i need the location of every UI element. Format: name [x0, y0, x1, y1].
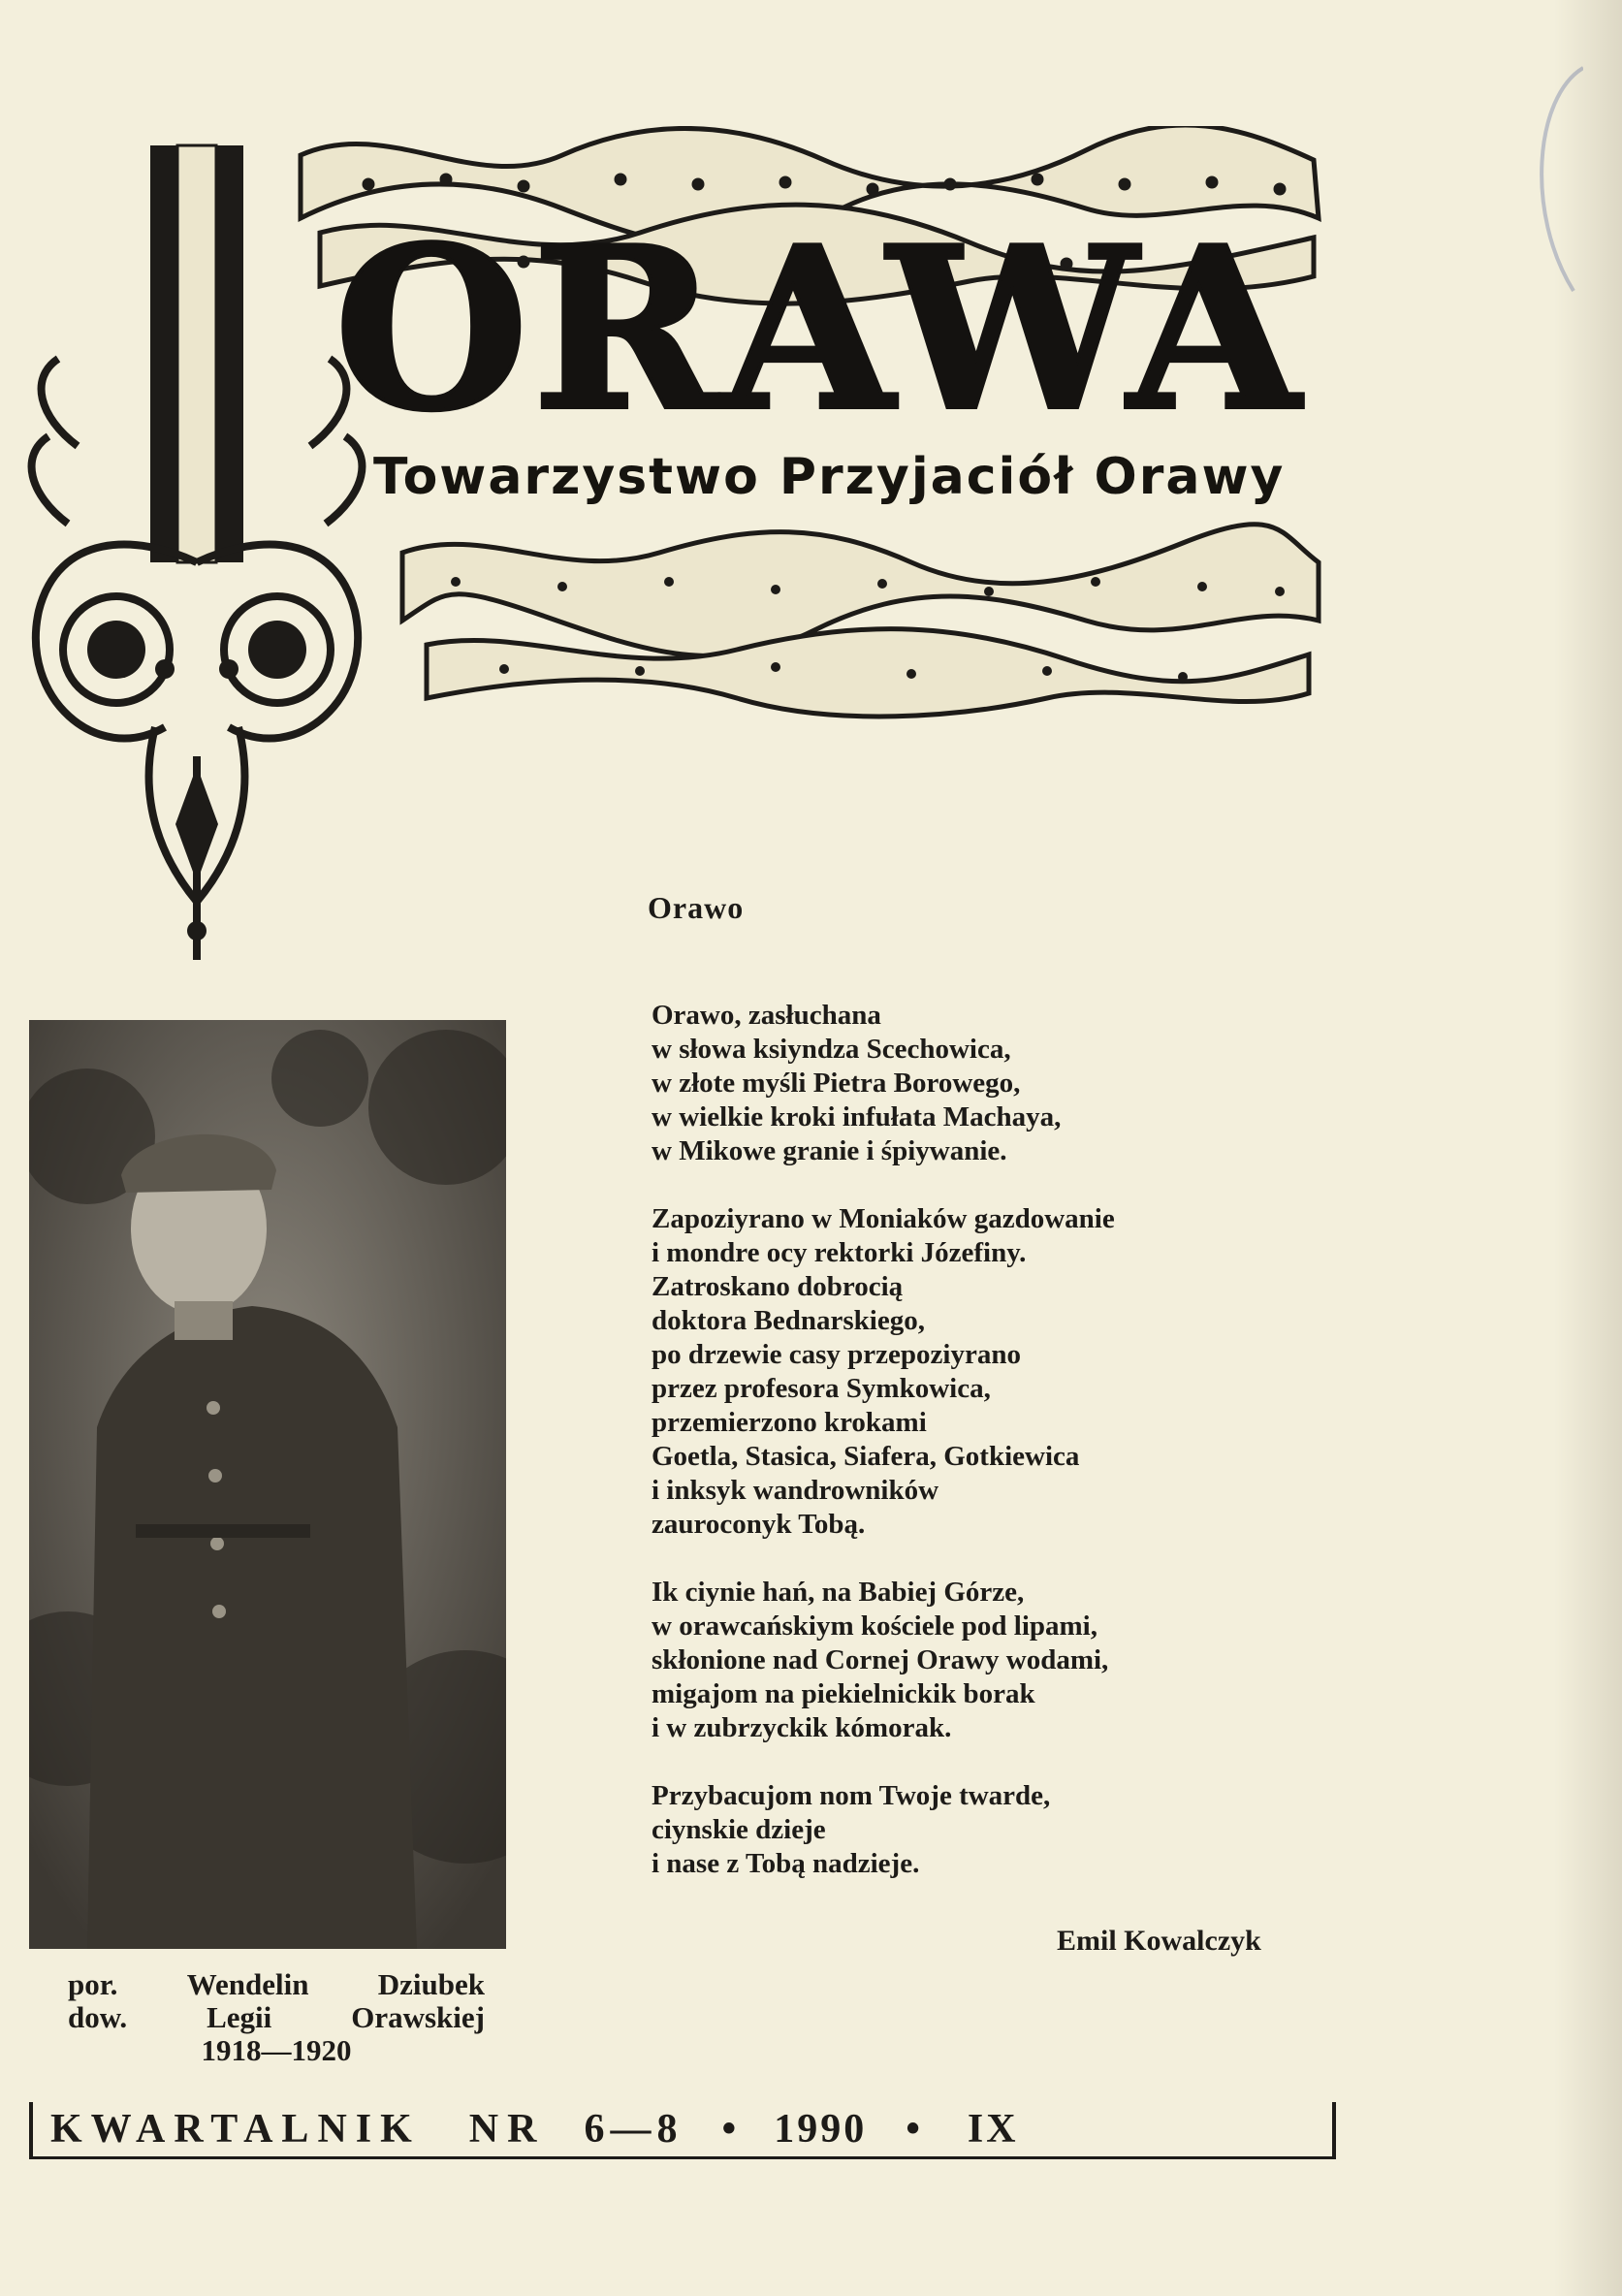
poem-line: Zapoziyrano w Moniaków gazdowanie [652, 1203, 1115, 1234]
poem-line: zauroconyk Tobą. [652, 1509, 866, 1540]
footer-nr: NR [468, 2107, 546, 2152]
poem-line: Zatroskano dobrocią [652, 1271, 904, 1302]
caption-surname: Dziubek [377, 1967, 485, 2001]
poem-line: ciynskie dzieje [652, 1814, 826, 1845]
footer-kwartalnik: KWARTALNIK [50, 2107, 421, 2152]
poem-line: w słowa ksiyndza Scechowica, [652, 1034, 1011, 1065]
bottom-ribbon [402, 525, 1319, 717]
vertical-bars [150, 145, 243, 562]
portrait-image [29, 1020, 506, 1949]
footer-bullet: • [906, 2107, 929, 2152]
poem-line: po drzewie casy przepoziyrano [652, 1339, 1021, 1370]
poem-author: Emil Kowalczyk [1057, 1925, 1261, 1957]
poem-line: i inksyk wandrowników [652, 1475, 939, 1506]
photo-caption [68, 1968, 485, 2067]
poem-line: w Mikowe granie i śpiywanie. [652, 1135, 1007, 1166]
poem-line: Ik ciynie hań, na Babiej Górze, [652, 1577, 1025, 1608]
poem-title: Orawo [648, 890, 745, 925]
issue-footer [29, 2102, 1336, 2159]
poem-stanza [652, 999, 1350, 1168]
poem-line: przemierzono krokami [652, 1407, 927, 1438]
masthead-subtitle: Towarzystwo Przyjaciół Orawy [373, 448, 1286, 506]
portrait-photo [29, 1020, 506, 1949]
poem-line: Przybacujom nom Twoje twarde, [652, 1780, 1051, 1811]
poem-line: migajom na piekielnickik borak [652, 1678, 1035, 1709]
poem-stanza [652, 1202, 1350, 1542]
footer-volume: IX [967, 2107, 1019, 2152]
poem-line: doktora Bednarskiego, [652, 1305, 925, 1336]
poem-body [652, 999, 1350, 1915]
poem-line: w orawcańskiym kościele pod lipami, [652, 1610, 1097, 1642]
poem-line: w złote myśli Pietra Borowego, [652, 1068, 1021, 1099]
masthead-title: ORAWA [334, 199, 1305, 461]
poem-line: Orawo, zasłuchana [652, 1000, 881, 1031]
poem-line: i w zubrzyckik kómorak. [652, 1712, 952, 1743]
footer-year: 1990 [774, 2107, 868, 2152]
caption-line [68, 1968, 485, 2001]
caption-unit-name: Orawskiej [351, 2000, 485, 2034]
caption-rank: por. [68, 1967, 118, 2001]
caption-role: dow. [68, 2000, 128, 2034]
poem-line: przez profesora Symkowica, [652, 1373, 991, 1404]
poem-stanza [652, 1779, 1350, 1881]
caption-years: 1918—1920 [201, 2033, 352, 2067]
poem-line: i mondre ocy rektorki Józefiny. [652, 1237, 1027, 1268]
poem-line: i nase z Tobą nadzieje. [652, 1848, 920, 1879]
caption-line [68, 2001, 485, 2034]
caption-firstname: Wendelin [186, 1967, 309, 2001]
poem-line: w wielkie kroki infułata Machaya, [652, 1101, 1062, 1132]
footer-bullet: • [721, 2107, 746, 2152]
footer-issue: 6—8 [584, 2107, 684, 2152]
poem-stanza [652, 1576, 1350, 1745]
poem-line: skłonione nad Cornej Orawy wodami, [652, 1644, 1109, 1675]
paper-edge [1554, 0, 1622, 2296]
poem-line: Goetla, Stasica, Siafera, Gotkiewica [652, 1441, 1080, 1472]
caption-unit: Legii [207, 2000, 272, 2034]
